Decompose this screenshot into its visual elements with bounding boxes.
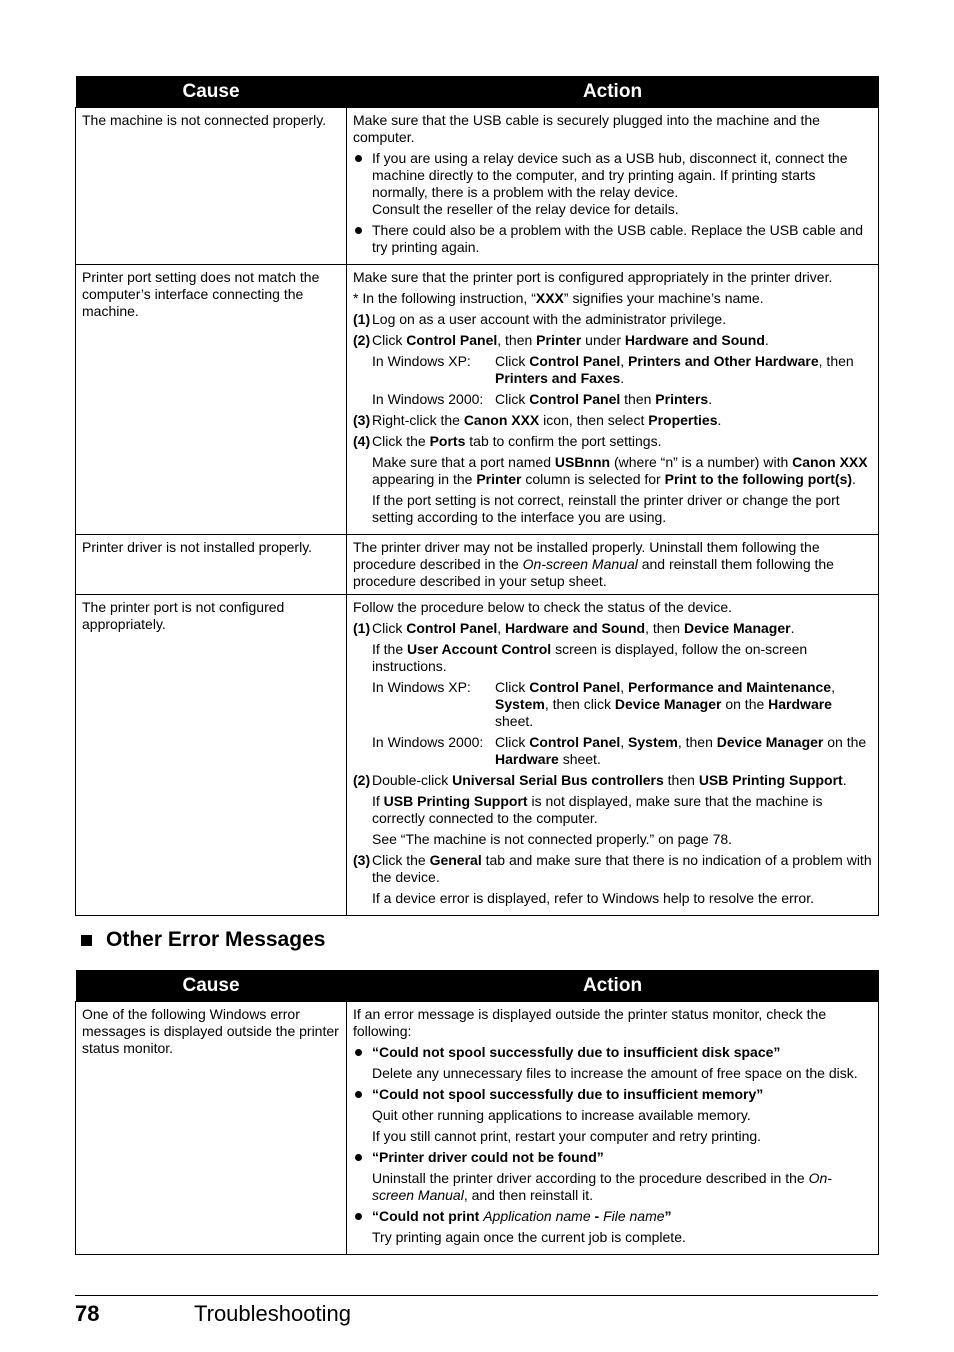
windows-2000-instruction: In Windows 2000: Click Control Panel, System, then Device Manager on the Hardware sheet. bbox=[372, 734, 867, 767]
indented-text: See “The machine is not connected properly.” on page 78. bbox=[372, 831, 733, 847]
indented-text: If the User Account Control screen is displayed, follow the on-screen instructions. bbox=[372, 641, 808, 674]
troubleshooting-table bbox=[75, 76, 879, 916]
table-row bbox=[76, 595, 879, 916]
bullet-item: If you are using a relay device such as a USB hub, disconnect it, connect the machine directly to the computer, and try printing again. If printing starts normally, there is a problem with the relay device. Consult the reseller of the relay device for details. bbox=[353, 150, 872, 218]
cause-cell: The printer port is not configured appropriately. bbox=[76, 595, 347, 916]
square-bullet-icon bbox=[81, 935, 92, 946]
table-header-row bbox=[76, 76, 879, 108]
action-text: The printer driver may not be installed properly. Uninstall them following the procedure described in the On-screen Manual and reinstall them following the procedure described in your setup sheet. bbox=[353, 539, 834, 589]
cause-cell: Printer port setting does not match the computer’s interface connecting the machine. bbox=[76, 265, 347, 535]
indented-text: Make sure that a port named USBnnn (where “n” is a number) with Canon XXX appearing in the Printer column is selected for Print to the following port(s). bbox=[372, 454, 868, 487]
table-row bbox=[76, 108, 879, 265]
action-cell bbox=[347, 265, 879, 535]
cause-cell: One of the following Windows error messages is displayed outside the printer status monitor. bbox=[76, 1002, 347, 1255]
indented-text: Try printing again once the current job is complete. bbox=[372, 1229, 686, 1245]
action-cell bbox=[347, 1002, 879, 1255]
step-2: (2) Click Control Panel, then Printer under Hardware and Sound. bbox=[353, 332, 769, 348]
step-3: (3) Right-click the Canon XXX icon, then select Properties. bbox=[353, 412, 722, 428]
cause-cell: The machine is not connected properly. bbox=[76, 108, 347, 265]
step-1: (1) Log on as a user account with the administrator privilege. bbox=[353, 311, 727, 327]
header-action: Action bbox=[347, 970, 879, 1002]
table-row bbox=[76, 265, 879, 535]
step-3: (3) Click the General tab and make sure that there is no indication of a problem with the device. bbox=[353, 852, 872, 885]
action-cell bbox=[347, 108, 879, 265]
windows-xp-instruction: In Windows XP: Click Control Panel, Printers and Other Hardware, then Printers and Faxes. bbox=[372, 353, 854, 386]
bullet-item: There could also be a problem with the USB cable. Replace the USB cable and try printing again. bbox=[353, 222, 872, 256]
note-text: * In the following instruction, “XXX” signifies your machine’s name. bbox=[353, 290, 764, 306]
action-text: Follow the procedure below to check the status of the device. bbox=[353, 599, 732, 615]
page-content bbox=[75, 76, 878, 1255]
table-header-row bbox=[76, 970, 879, 1002]
action-cell bbox=[347, 595, 879, 916]
page-number: 78 bbox=[75, 1301, 100, 1326]
action-cell bbox=[347, 535, 879, 595]
header-cause: Cause bbox=[76, 970, 347, 1002]
action-text: Make sure that the printer port is configured appropriately in the printer driver. bbox=[353, 269, 833, 285]
chapter-title: Troubleshooting bbox=[194, 1301, 351, 1326]
indented-text: If you still cannot print, restart your computer and retry printing. bbox=[372, 1128, 762, 1144]
cause-cell: Printer driver is not installed properly. bbox=[76, 535, 347, 595]
section-heading: Other Error Messages bbox=[75, 928, 878, 952]
step-1: (1) Click Control Panel, Hardware and Sound, then Device Manager. bbox=[353, 620, 795, 636]
bullet-item: “Printer driver could not be found” bbox=[353, 1149, 872, 1166]
error-messages-table bbox=[75, 970, 879, 1255]
bullet-item: “Could not spool successfully due to insufficient disk space” bbox=[353, 1044, 872, 1061]
action-text: Make sure that the USB cable is securely plugged into the machine and the computer. bbox=[353, 112, 820, 145]
header-cause: Cause bbox=[76, 76, 347, 108]
step-2: (2) Double-click Universal Serial Bus controllers then USB Printing Support. bbox=[353, 772, 847, 788]
header-action: Action bbox=[347, 76, 879, 108]
indented-text: If USB Printing Support is not displayed, make sure that the machine is correctly connected to the computer. bbox=[372, 793, 823, 826]
action-text: If an error message is displayed outside the printer status monitor, check the following: bbox=[353, 1006, 827, 1039]
page-footer bbox=[75, 1295, 878, 1336]
step-4: (4) Click the Ports tab to confirm the port settings. bbox=[353, 433, 662, 449]
indented-text: If the port setting is not correct, reinstall the printer driver or change the port setting according to the interface you are using. bbox=[372, 492, 840, 525]
bullet-item: “Could not spool successfully due to insufficient memory” bbox=[353, 1086, 872, 1103]
table-row bbox=[76, 535, 879, 595]
indented-text: If a device error is displayed, refer to Windows help to resolve the error. bbox=[372, 890, 814, 906]
windows-2000-instruction: In Windows 2000: Click Control Panel then Printers. bbox=[372, 391, 713, 407]
indented-text: Quit other running applications to increase available memory. bbox=[372, 1107, 751, 1123]
indented-text: Delete any unnecessary files to increase the amount of free space on the disk. bbox=[372, 1065, 858, 1081]
windows-xp-instruction: In Windows XP: Click Control Panel, Performance and Maintenance, System, then click Device Manager on the Hardware sheet. bbox=[372, 679, 835, 729]
table-row bbox=[76, 1002, 879, 1255]
indented-text: Uninstall the printer driver according to the procedure described in the On-screen Manual, and then reinstall it. bbox=[372, 1170, 832, 1203]
bullet-item: “Could not print Application name - File name” bbox=[353, 1208, 872, 1225]
